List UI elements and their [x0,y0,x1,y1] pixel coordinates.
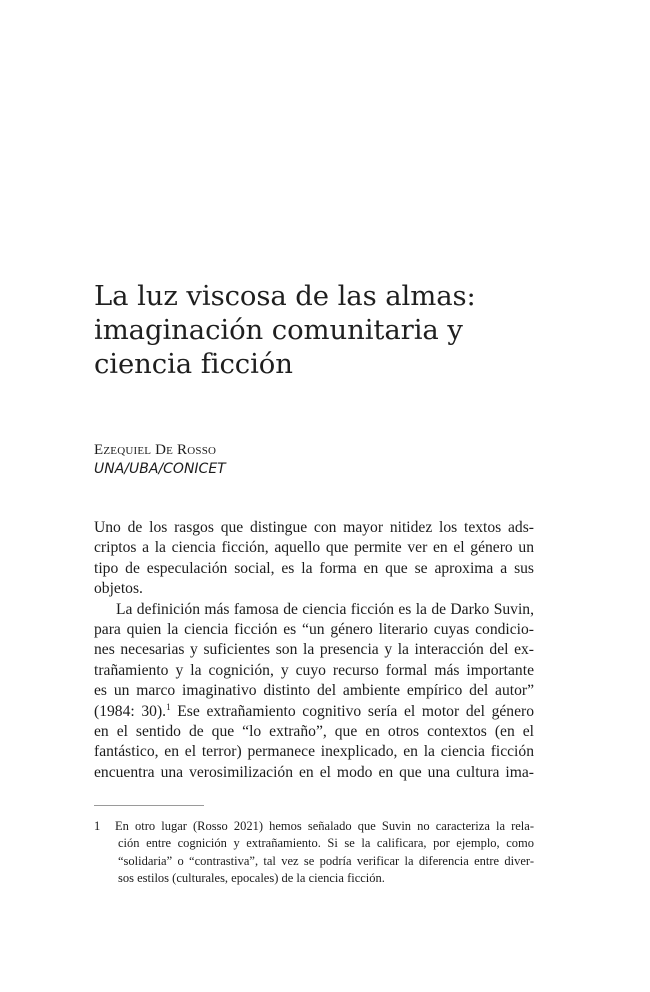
footnote-text [115,818,534,887]
chapter-title-line: imaginación comunitaria y [94,314,463,346]
body-text [94,518,534,783]
footnote-divider [94,805,204,806]
chapter-title-line: ciencia ficción [94,348,293,380]
body-line: para quien la ciencia ficción es “un género literario cuyas condicio- [94,620,534,638]
body-line-end: Ese extrañamiento cognitivo sería el motor del género [170,702,534,720]
body-line-with-footnote [94,702,534,722]
author-affiliation: UNA/UBA/CONICET [94,461,226,477]
body-line: criptos a la ciencia ficción, aquello que permite ver en el género un [94,539,534,557]
body-line: en el sentido de que “lo extraño”, que en otros contextos (en el [94,722,534,740]
footnote-line: “solidaria” o “contrastiva”, tal vez se podría verificar la diferencia entre diver- [118,853,534,868]
body-line: Uno de los rasgos que distingue con mayor nitidez los textos ads- [94,519,534,536]
body-line: La definición más famosa de ciencia ficción es la de Darko Suvin, [116,600,534,618]
author-name: Ezequiel De Rosso [94,442,217,458]
body-line: nes necesarias y suficientes son la presencia y la interacción del ex- [94,641,534,659]
body-line: encuentra una verosimilización en el modo en que una cultura ima- [94,763,534,781]
body-line: fantástico, en el terror) permanece inexplicado, en la ciencia ficción [94,743,534,761]
footnote-line: En otro lugar (Rosso 2021) hemos señalado que Suvin no caracteriza la rela- [115,819,534,833]
body-line-start: (1984: 30). [94,702,167,720]
chapter-title-line: La luz viscosa de las almas: [94,280,476,312]
body-line: es un marco imaginativo distinto del ambiente empírico del autor” [94,682,534,700]
footnote-reference[interactable]: 1 [166,701,171,712]
body-line: tipo de especulación social, es la forma en que se aproxima a sus [94,559,534,577]
footnote-number: 1 [94,819,101,833]
chapter-title [94,279,564,381]
body-line: objetos. [94,580,143,598]
body-line: trañamiento y la cognición, y cuyo recurso formal más importante [94,661,534,679]
footnote-line: ción entre cognición y extrañamiento. Si se la calificara, por ejemplo, como [118,836,534,851]
footnote-line: sos estilos (culturales, epocales) de la ciencia ficción. [118,870,385,885]
